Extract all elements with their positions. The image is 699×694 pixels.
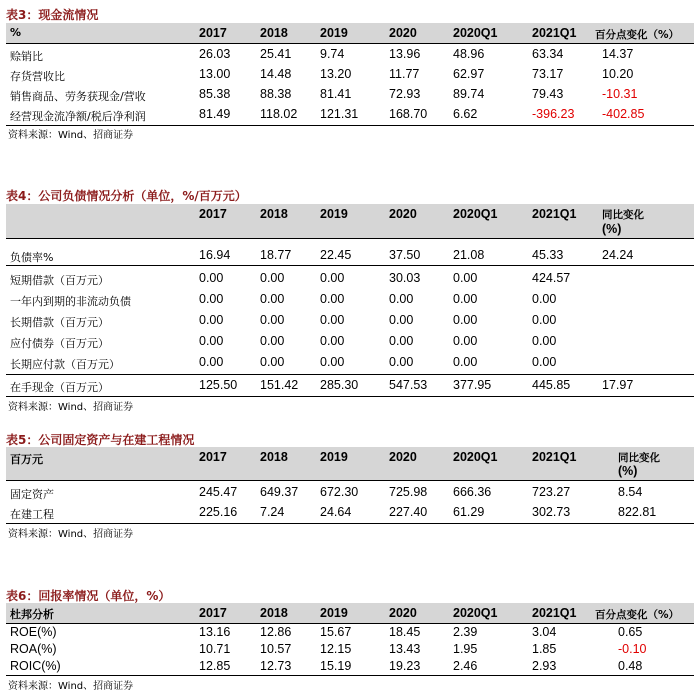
divider	[6, 523, 694, 524]
table-3-title: 表3：现金流情况	[6, 8, 99, 22]
table-3-header	[6, 23, 694, 43]
source-note: 资料来源：Wind、招商证券	[8, 402, 134, 413]
cell: 672.30	[320, 485, 359, 499]
cell: 2.93	[532, 659, 557, 673]
row-label: 在手现金（百万元）	[10, 381, 109, 394]
header-cell: 2018	[260, 207, 288, 221]
cell: 0.00	[320, 271, 345, 285]
cell: 26.03	[199, 47, 231, 61]
cell: 0.00	[532, 334, 557, 348]
cell: 0.00	[199, 355, 224, 369]
cell: 8.54	[618, 485, 643, 499]
cell: 0.48	[618, 659, 643, 673]
header-cell: 2021Q1	[532, 606, 577, 620]
cell: 822.81	[618, 505, 657, 519]
cell: 15.67	[320, 625, 352, 639]
cell: 15.19	[320, 659, 352, 673]
cell: -0.10	[618, 642, 647, 656]
table-5-title: 表5：公司固定资产与在建工程情况	[6, 433, 195, 447]
header-cell: 2018	[260, 26, 288, 40]
source-note: 资料来源：Wind、招商证券	[8, 529, 134, 540]
cell: 168.70	[389, 107, 428, 121]
cell: 0.00	[453, 313, 478, 327]
row-label: 赊销比	[10, 50, 43, 63]
header-cell: %	[10, 26, 22, 39]
cell: 0.00	[389, 313, 414, 327]
cell: 302.73	[532, 505, 571, 519]
cell: 0.00	[260, 292, 285, 306]
table-row	[6, 375, 694, 396]
cell: 3.04	[532, 625, 557, 639]
table-row	[6, 623, 694, 641]
cell: 0.00	[532, 292, 557, 306]
cell: 10.57	[260, 642, 292, 656]
cell: 0.00	[453, 334, 478, 348]
cell: 48.96	[453, 47, 485, 61]
cell: 0.00	[260, 313, 285, 327]
header-cell: 2017	[199, 606, 227, 620]
row-label: ROA(%)	[10, 642, 57, 656]
table-row	[6, 289, 694, 310]
header-cell: 2021Q1	[532, 450, 577, 464]
cell: 121.31	[320, 107, 359, 121]
table-row	[6, 352, 694, 373]
row-label: ROIC(%)	[10, 659, 61, 673]
table-4-title: 表4：公司负债情况分析（单位，%/百万元）	[6, 189, 247, 203]
cell: 0.00	[389, 334, 414, 348]
cell: 30.03	[389, 271, 421, 285]
table-row	[6, 245, 694, 266]
cell: 81.49	[199, 107, 231, 121]
cell: 285.30	[320, 378, 359, 392]
cell: 72.93	[389, 87, 421, 101]
cell: 19.23	[389, 659, 421, 673]
cell: 151.42	[260, 378, 299, 392]
header-cell: 2019	[320, 207, 348, 221]
header-cell: (%)	[618, 464, 638, 478]
cell: 0.00	[260, 355, 285, 369]
cell: 0.00	[199, 271, 224, 285]
row-label: 固定资产	[10, 488, 54, 501]
cell: 13.20	[320, 67, 352, 81]
table-row	[6, 640, 694, 658]
table-row	[6, 268, 694, 289]
header-cell: 2019	[320, 450, 348, 464]
cell: -10.31	[602, 87, 638, 101]
cell: 14.37	[602, 47, 634, 61]
cell: 649.37	[260, 485, 299, 499]
cell: 63.34	[532, 47, 564, 61]
cell: 85.38	[199, 87, 231, 101]
cell: 118.02	[260, 107, 298, 121]
source-note: 资料来源：Wind、招商证券	[8, 681, 134, 692]
cell: 9.74	[320, 47, 345, 61]
cell: 424.57	[532, 271, 571, 285]
cell: 18.45	[389, 625, 421, 639]
divider	[6, 396, 694, 397]
header-cell: 2020Q1	[453, 606, 498, 620]
cell: 81.41	[320, 87, 352, 101]
header-cell: 2019	[320, 606, 348, 620]
header-cell: 2017	[199, 450, 227, 464]
header-cell: 同比变化	[618, 452, 660, 464]
cell: 0.00	[532, 355, 557, 369]
cell: 1.85	[532, 642, 557, 656]
cell: 24.64	[320, 505, 352, 519]
table-row	[6, 64, 694, 85]
cell: 12.15	[320, 642, 352, 656]
cell: 0.00	[453, 355, 478, 369]
table-row	[6, 331, 694, 352]
cell: 88.38	[260, 87, 292, 101]
cell: 0.00	[453, 292, 478, 306]
cell: 0.00	[320, 292, 345, 306]
cell: 666.36	[453, 485, 492, 499]
header-cell: 2020	[389, 606, 417, 620]
cell: 0.00	[389, 355, 414, 369]
cell: 547.53	[389, 378, 428, 392]
cell: 723.27	[532, 485, 571, 499]
cell: 18.77	[260, 248, 292, 262]
cell: 245.47	[199, 485, 238, 499]
cell: 61.29	[453, 505, 485, 519]
row-label: 存货营收比	[10, 70, 65, 83]
cell: 45.33	[532, 248, 564, 262]
table-row	[6, 84, 694, 105]
cell: 12.85	[199, 659, 231, 673]
cell: 0.00	[260, 271, 285, 285]
cell: -396.23	[532, 107, 575, 121]
header-cell: 百分点变化（%）	[595, 609, 680, 621]
cell: 0.00	[453, 271, 478, 285]
table-row	[6, 482, 694, 503]
row-label: 长期借款（百万元）	[10, 316, 109, 329]
cell: 22.45	[320, 248, 352, 262]
header-cell: 同比变化	[602, 209, 644, 221]
source-note: 资料来源：Wind、招商证券	[8, 130, 134, 141]
header-cell: 2019	[320, 26, 348, 40]
cell: 0.00	[532, 313, 557, 327]
cell: 0.00	[320, 334, 345, 348]
table-row	[6, 657, 694, 675]
cell: 73.17	[532, 67, 564, 81]
divider	[6, 238, 694, 239]
header-cell: 杜邦分析	[10, 608, 54, 621]
header-cell: 2020	[389, 207, 417, 221]
cell: 16.94	[199, 248, 231, 262]
divider	[6, 265, 694, 266]
table-row	[6, 104, 694, 125]
row-label: 短期借款（百万元）	[10, 274, 109, 287]
cell: 2.46	[453, 659, 478, 673]
row-label: ROE(%)	[10, 625, 57, 639]
cell: 89.74	[453, 87, 485, 101]
cell: 17.97	[602, 378, 634, 392]
row-label: 一年内到期的非流动负债	[10, 295, 131, 308]
divider	[6, 675, 694, 676]
table-5-header	[6, 447, 694, 480]
header-cell: 2020Q1	[453, 207, 498, 221]
cell: 37.50	[389, 248, 421, 262]
header-cell: 2020	[389, 26, 417, 40]
header-cell: 2017	[199, 207, 227, 221]
header-cell: 2017	[199, 26, 227, 40]
table-6-title: 表6：回报率情况（单位，%）	[6, 589, 171, 603]
cell: 725.98	[389, 485, 428, 499]
cell: 377.95	[453, 378, 492, 392]
cell: 0.00	[320, 355, 345, 369]
row-label: 销售商品、劳务获现金/营收	[10, 90, 146, 103]
cell: 0.00	[320, 313, 345, 327]
header-cell: 2021Q1	[532, 207, 577, 221]
cell: 79.43	[532, 87, 564, 101]
cell: 11.77	[389, 67, 420, 81]
cell: 12.73	[260, 659, 292, 673]
cell: 24.24	[602, 248, 634, 262]
table-row	[6, 44, 694, 65]
cell: -402.85	[602, 107, 645, 121]
cell: 125.50	[199, 378, 238, 392]
cell: 0.00	[389, 292, 414, 306]
table-6-header	[6, 603, 694, 623]
header-cell: 2021Q1	[532, 26, 577, 40]
cell: 225.16	[199, 505, 238, 519]
header-cell: 2020Q1	[453, 26, 498, 40]
cell: 10.71	[199, 642, 231, 656]
cell: 13.96	[389, 47, 421, 61]
cell: 12.86	[260, 625, 292, 639]
cell: 13.16	[199, 625, 231, 639]
cell: 21.08	[453, 248, 485, 262]
cell: 13.00	[199, 67, 231, 81]
row-label: 长期应付款（百万元）	[10, 358, 120, 371]
cell: 445.85	[532, 378, 571, 392]
cell: 25.41	[260, 47, 292, 61]
header-cell: 2020Q1	[453, 450, 498, 464]
cell: 0.00	[199, 313, 224, 327]
cell: 0.00	[199, 292, 224, 306]
row-label: 负债率%	[10, 251, 54, 264]
cell: 0.00	[199, 334, 224, 348]
cell: 7.24	[260, 505, 285, 519]
cell: 13.43	[389, 642, 421, 656]
cell: 2.39	[453, 625, 478, 639]
cell: 14.48	[260, 67, 292, 81]
header-cell: 百分点变化（%）	[595, 29, 680, 41]
header-cell: 2018	[260, 606, 288, 620]
divider	[6, 480, 694, 481]
header-cell: (%)	[602, 222, 622, 236]
cell: 227.40	[389, 505, 428, 519]
table-4-header	[6, 204, 694, 238]
cell: 0.00	[260, 334, 285, 348]
header-cell: 百万元	[10, 453, 43, 466]
table-row	[6, 502, 694, 523]
cell: 62.97	[453, 67, 485, 81]
row-label: 在建工程	[10, 508, 54, 521]
cell: 6.62	[453, 107, 478, 121]
table-row	[6, 310, 694, 331]
header-cell: 2018	[260, 450, 288, 464]
cell: 10.20	[602, 67, 634, 81]
cell: 0.65	[618, 625, 643, 639]
row-label: 经营现金流净额/税后净利润	[10, 110, 146, 123]
row-label: 应付债券（百万元）	[10, 337, 109, 350]
header-cell: 2020	[389, 450, 417, 464]
cell: 1.95	[453, 642, 478, 656]
